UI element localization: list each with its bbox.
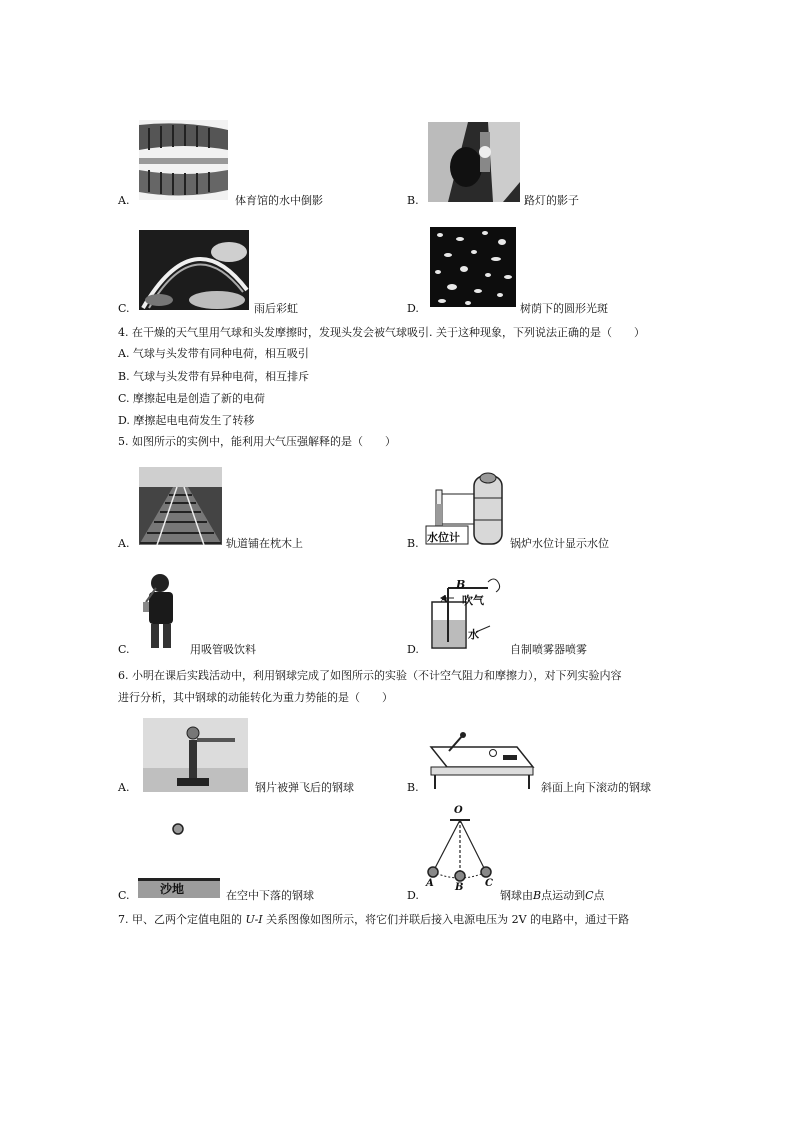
pendulum-diagram [420, 812, 500, 884]
gym-reflection-drawing [139, 120, 228, 200]
q6-option-a-caption: 钢片被弹飞后的钢球 [255, 781, 354, 794]
q6-d-caption-pre: 钢球由 [500, 889, 533, 902]
q3-option-a-caption: 体育馆的水中倒影 [235, 194, 323, 207]
q6-option-a-letter: A. [118, 781, 130, 794]
falling-ball-icon [171, 822, 185, 836]
q6-d-caption-post: 点 [593, 889, 605, 902]
q4-option-c: C. 摩擦起电是创造了新的电荷 [118, 392, 266, 405]
q7-stem-pre: 7. 甲、乙两个定值电阻的 [118, 913, 242, 926]
q5-option-c-letter: C. [118, 643, 130, 656]
sand-ground-label: 沙地 [160, 882, 185, 896]
q5-option-d-caption: 自制喷雾器喷雾 [510, 643, 587, 656]
railway-photo [139, 467, 222, 545]
steel-sheet-ball-drawing [143, 718, 248, 792]
q6-option-d-caption [500, 888, 605, 903]
q4-option-b: B. 气球与头发带有异种电荷，相互排斥 [118, 370, 310, 383]
q6-d-caption-mid: 点运动到 [541, 889, 586, 902]
q3-option-b-letter: B. [407, 194, 419, 207]
q5-option-a-caption: 轨道铺在枕木上 [226, 537, 303, 550]
q5-option-d-letter: D. [407, 643, 419, 656]
q6-d-caption-b: B [533, 889, 542, 902]
q7-stem-post: 关系图像如图所示，将它们并联后接入电源电压为 2V 的电路中，通过干路 [266, 913, 630, 926]
pendulum-label-a: A [426, 878, 434, 889]
q6-d-caption-c: C [585, 889, 594, 902]
sand-ground [138, 878, 220, 898]
pendulum-label-c: C [485, 878, 493, 889]
q3-option-b-caption: 路灯的影子 [524, 194, 579, 207]
q5-stem: 5. 如图所示的实例中，能利用大气压强解释的是（ ） [118, 435, 396, 448]
sprayer-diagram [428, 572, 504, 652]
q3-option-c-letter: C. [118, 302, 130, 315]
steel-sheet-ball-photo [143, 718, 248, 792]
q6-stem-line1: 6. 小明在课后实践活动中，利用钢球完成了如图所示的实验（不计空气阻力和摩擦力），对下列实验内容 [118, 669, 622, 682]
q5-option-b-caption: 锅炉水位计显示水位 [510, 537, 609, 550]
q3-option-a-letter: A. [118, 194, 130, 207]
q4-stem: 4. 在干燥的天气里用气球和头发摩擦时，发现头发会被气球吸引. 关于这种现象，下列说法正确的是（ ） [118, 326, 645, 339]
q5-option-a-letter: A. [118, 537, 130, 550]
sprayer-label-b: B [456, 578, 466, 591]
q3-option-d-letter: D. [407, 302, 419, 315]
pendulum-label-o: O [454, 805, 463, 816]
q4-option-d: D. 摩擦起电电荷发生了转移 [118, 414, 255, 427]
q5-option-c-caption: 用吸管吸饮料 [190, 643, 256, 656]
q4-option-a: A. 气球与头发带有同种电荷，相互吸引 [118, 347, 309, 360]
q7-ui-symbol: U-I [245, 913, 263, 926]
streetlight-shadow-photo [428, 122, 520, 202]
gym-reflection-photo [139, 120, 228, 200]
q6-option-c-letter: C. [118, 889, 130, 902]
q6-option-c-caption: 在空中下落的钢球 [226, 889, 314, 902]
sprayer-label-a: A [441, 595, 448, 605]
q6-option-b-letter: B. [407, 781, 419, 794]
q5-option-b-letter: B. [407, 537, 419, 550]
inclined-plane-diagram [425, 727, 537, 793]
sprayer-label-blow: 吹气 [462, 594, 484, 607]
light-spots-photo [430, 227, 516, 307]
railway-drawing [139, 467, 222, 545]
water-gauge-label: 水位计 [427, 531, 460, 544]
boy-drinking-straw-photo [140, 572, 182, 650]
sprayer-label-water: 水 [468, 628, 479, 641]
q3-option-c-caption: 雨后彩虹 [254, 302, 298, 315]
streetlight-shadow-drawing [428, 122, 520, 202]
rainbow-photo [139, 230, 249, 310]
q6-stem-line2: 进行分析，其中钢球的动能转化为重力势能的是（ ） [118, 691, 393, 704]
pendulum-label-b: B [455, 882, 464, 893]
q6-option-d-letter: D. [407, 889, 419, 902]
light-spots-drawing [430, 227, 516, 307]
q7-stem [118, 912, 629, 928]
q3-option-d-caption: 树荫下的圆形光斑 [520, 302, 608, 315]
rainbow-drawing [139, 230, 249, 310]
q6-option-b-caption: 斜面上向下滚动的钢球 [541, 781, 651, 794]
